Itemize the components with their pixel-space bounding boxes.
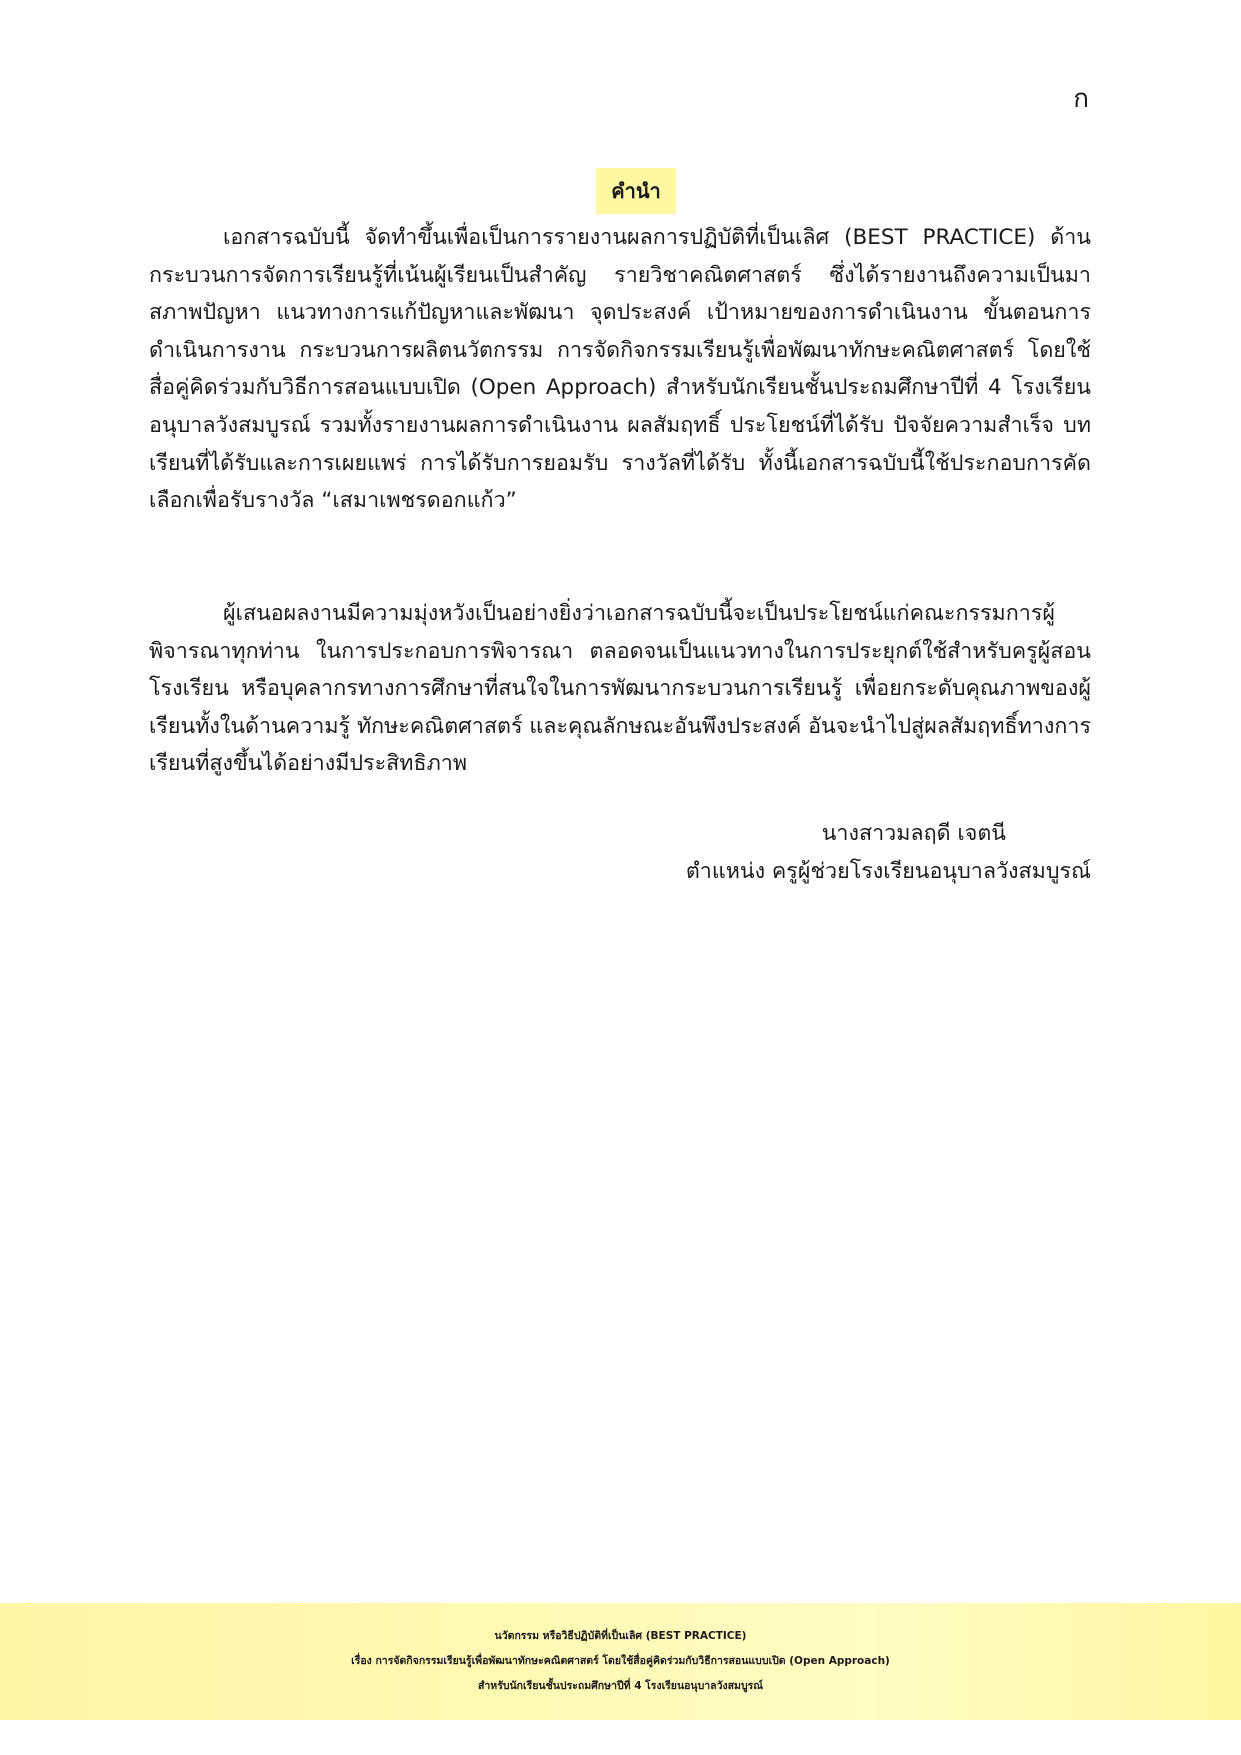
page-title-text: คำนำ	[611, 179, 661, 203]
signature-block	[591, 815, 1091, 890]
footer-line-2: เรื่อง การจัดกิจกรรมเรียนรู้เพื่อพัฒนาทักษะคณิตศาสตร์ โดยใช้สื่อคู่คิดร่วมกับวิธีการสอนแบบเปิด (Open Approach)	[351, 1655, 890, 1667]
page-footer	[0, 1603, 1241, 1720]
signature-name: นางสาวมลฤดี เจตนี	[821, 821, 1006, 846]
page-title	[596, 168, 676, 214]
signature-position: ตำแหน่ง ครูผู้ช่วยโรงเรียนอนุบาลวังสมบูรณ์	[685, 858, 1091, 884]
paragraph-2-text: ผู้เสนอผลงานมีความมุ่งหวังเป็นอย่างยิ่งว่าเอกสารฉบับนี้จะเป็นประโยชน์แก่คณะกรรมการผู้พิจารณาทุกท่าน ในการประกอบการพิจารณา ตลอดจนเป็นแนวทางในการประยุกต์ใช้สำหรับครูผู้สอนโรงเรียน หรือบุคลากรทางการศึกษาที่สนใจในการพัฒนากระบวนการเรียนรู้ เพื่อยกระดับคุณภาพของผู้เรียนทั้งในด้านความรู้ ทักษะคณิตศาสตร์ และคุณลักษณะอันพึงประสงค์ อันจะนำไปสู่ผลสัมฤทธิ์ทางการเรียนที่สูงขึ้นได้อย่างมีประสิทธิภาพ	[149, 601, 1091, 777]
footer-line-3: สำหรับนักเรียนชั้นประถมศึกษาปีที่ 4 โรงเรียนอนุบาลวังสมบูรณ์	[477, 1680, 764, 1692]
paragraph-2	[149, 595, 1091, 783]
footer-line-1: นวัตกรรม หรือวิธีปฏิบัติที่เป็นเลิศ (BEST PRACTICE)	[494, 1630, 747, 1642]
paragraph-1-text: เอกสารฉบับนี้ จัดทำขึ้นเพื่อเป็นการรายงานผลการปฏิบัติที่เป็นเลิศ (BEST PRACTICE) ด้านกระบวนการจัดการเรียนรู้ที่เน้นผู้เรียนเป็นสำคัญ รายวิชาคณิตศาสตร์ ซึ่งได้รายงานถึงความเป็นมา สภาพปัญหา แนวทางการแก้ปัญหาและพัฒนา จุดประสงค์ เป้าหมายของการดำเนินงาน ขั้นตอนการดำเนินการงาน กระบวนการผลิตนวัตกรรม การจัดกิจกรรมเรียนรู้เพื่อพัฒนาทักษะคณิตศาสตร์ โดยใช้สื่อคู่คิดร่วมกับวิธีการสอนแบบเปิด (Open Approach) สำหรับนักเรียนชั้นประถมศึกษาปีที่ 4 โรงเรียนอนุบาลวังสมบูรณ์ รวมทั้งรายงานผลการดำเนินงาน ผลสัมฤทธิ์ ประโยชน์ที่ได้รับ ปัจจัยความสำเร็จ บทเรียนที่ได้รับและการเผยแพร่ การได้รับการยอมรับ รางวัลที่ได้รับ ทั้งนี้เอกสารฉบับนี้ใช้ประกอบการคัดเลือกเพื่อรับรางวัล “เสมาเพชรดอกแก้ว”	[149, 225, 1091, 514]
page-number: ก	[1073, 84, 1089, 114]
paragraph-1	[149, 219, 1091, 520]
